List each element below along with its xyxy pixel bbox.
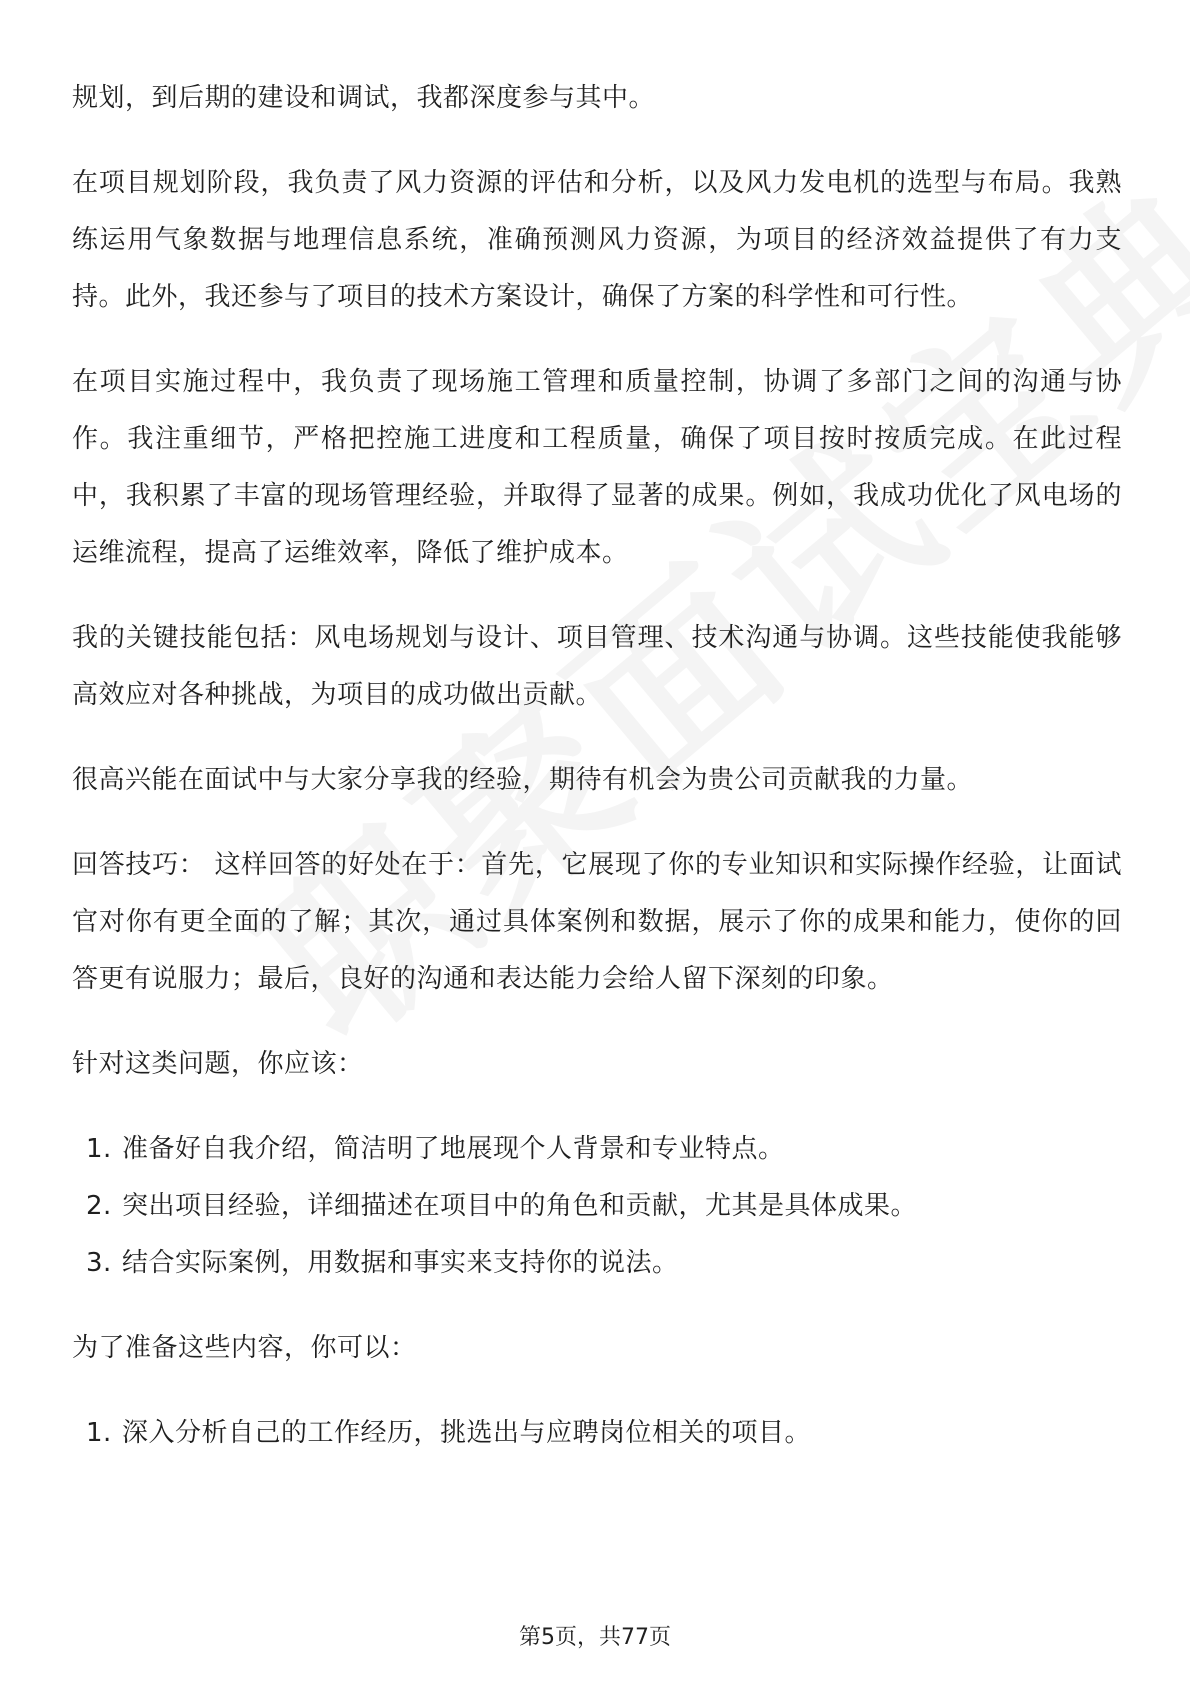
list-item — [72, 1178, 1122, 1235]
list-item — [72, 1235, 1122, 1292]
paragraph: 在项目实施过程中，我负责了现场施工管理和质量控制，协调了多部门之间的沟通与协作。我注重细节，严格把控施工进度和工程质量，确保了项目按时按质完成。在此过程中，我积累了丰富的现场管理经验，并取得了显著的成果。例如，我成功优化了风电场的运维流程，提高了运维效率，降低了维护成本。 — [72, 367, 1122, 568]
list-item-text: 准备好自我介绍，简洁明了地展现个人背景和专业特点。 — [122, 1134, 785, 1164]
tips-paragraph: 回答技巧： 这样回答的好处在于：首先，它展现了你的专业知识和实际操作经验，让面试官对你有更全面的了解；其次，通过具体案例和数据，展示了你的成果和能力，使你的回答更有说服力；最后，良好的沟通和表达能力会给人留下深刻的印象。 — [72, 850, 1122, 994]
paragraph: 我的关键技能包括：风电场规划与设计、项目管理、技术沟通与协调。这些技能使我能够高效应对各种挑战，为项目的成功做出贡献。 — [72, 623, 1122, 710]
list-number: 2. — [86, 1191, 112, 1221]
paragraph: 很高兴能在面试中与大家分享我的经验，期待有机会为贵公司贡献我的力量。 — [72, 765, 974, 795]
paragraph: 规划，到后期的建设和调试，我都深度参与其中。 — [72, 83, 656, 113]
paragraph: 在项目规划阶段，我负责了风力资源的评估和分析，以及风力发电机的选型与布局。我熟练运用气象数据与地理信息系统，准确预测风力资源，为项目的经济效益提供了有力支持。此外，我还参与了项目的技术方案设计，确保了方案的科学性和可行性。 — [72, 168, 1122, 312]
list-number: 1. — [86, 1134, 112, 1164]
list-number: 1. — [86, 1418, 112, 1448]
document-body — [72, 70, 1122, 1490]
paragraph: 为了准备这些内容，你可以： — [72, 1333, 417, 1363]
page-footer: 第5页，共77页 — [519, 1625, 671, 1650]
ordered-list — [72, 1121, 1122, 1292]
paragraph: 针对这类问题，你应该： — [72, 1049, 364, 1079]
ordered-list — [72, 1405, 1122, 1462]
list-item-text: 突出项目经验，详细描述在项目中的角色和贡献，尤其是具体成果。 — [122, 1191, 918, 1221]
list-item — [72, 1121, 1122, 1178]
list-item-text: 结合实际案例，用数据和事实来支持你的说法。 — [122, 1248, 679, 1278]
list-number: 3. — [86, 1248, 112, 1278]
list-item — [72, 1405, 1122, 1462]
list-item-text: 深入分析自己的工作经历，挑选出与应聘岗位相关的项目。 — [122, 1418, 812, 1448]
